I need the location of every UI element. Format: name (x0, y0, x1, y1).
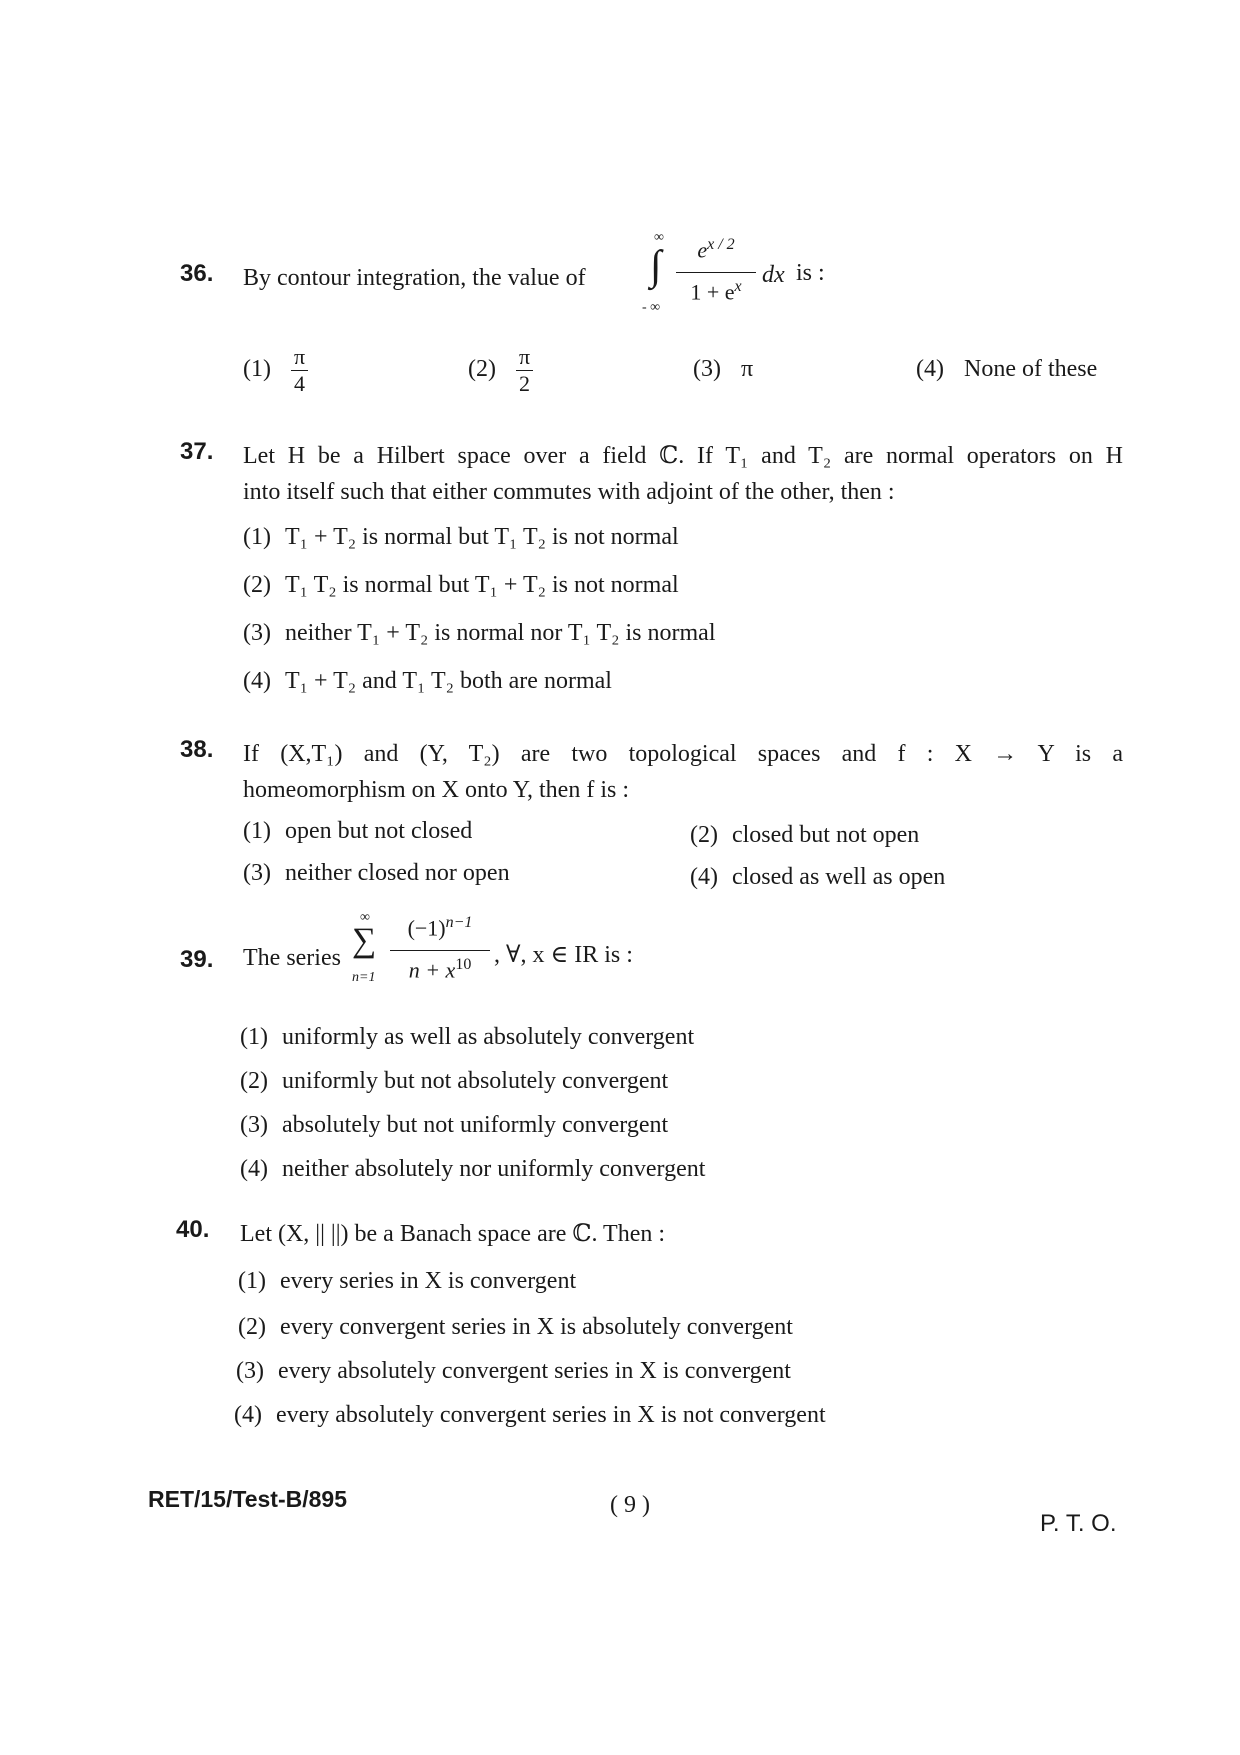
fraction (291, 344, 308, 397)
numerator-base: e (697, 237, 708, 263)
option-text: every series in X is convergent (279, 1268, 577, 1294)
option-number: (3) (236, 1358, 264, 1384)
option-1 (243, 524, 679, 551)
option-number: (1) (240, 1024, 268, 1050)
option-number: (1) (243, 524, 271, 550)
option-number: (2) (243, 572, 271, 598)
option-number: (4) (234, 1402, 262, 1428)
option-number: (3) (693, 356, 721, 382)
option-text: uniformly as well as absolutely convergent (281, 1024, 695, 1050)
series-expression (352, 910, 652, 1000)
option-text: neither absolutely nor uniformly convergent (281, 1156, 706, 1182)
option-text: T₁ T₂ is normal but T₁ + T₂ is not normal (284, 572, 679, 598)
option-text: every absolutely convergent series in X is not convergent (275, 1402, 826, 1428)
series-numerator: (−1) (407, 915, 446, 941)
option-text: open but not closed (284, 818, 473, 844)
option-text: None of these (963, 356, 1098, 382)
option-number: (2) (240, 1068, 268, 1094)
series-numerator-exponent: n−1 (445, 914, 473, 931)
option-text: absolutely but not uniformly convergent (281, 1112, 669, 1138)
series-suffix: , ∀, x ∈ IR is : (494, 942, 633, 968)
question-text: By contour integration, the value of (243, 265, 586, 291)
option-number: (4) (240, 1156, 268, 1182)
sum-upper-limit: ∞ (360, 910, 370, 925)
question-text: Let (X, || ||) be a Banach space are ℂ. Then : (240, 1221, 666, 1247)
integral-upper-limit: ∞ (654, 230, 664, 245)
integral-suffix: is : (796, 260, 825, 286)
denominator-exponent: x (734, 278, 742, 295)
question-text (243, 438, 1123, 510)
sum-sign: ∑ (352, 922, 377, 959)
question-text: The series (243, 945, 341, 971)
option-4 (690, 864, 945, 891)
question-line-1: Let H be a Hilbert space over a field ℂ. If T₁ and T₂ are normal operators on H (243, 443, 1123, 469)
fraction-bottom: 4 (294, 371, 306, 396)
option-number: (4) (690, 864, 718, 890)
option-3 (693, 356, 753, 383)
fraction-top: π (516, 344, 533, 371)
paper-code: RET/15/Test-B/895 (148, 1486, 347, 1512)
option-number: (2) (468, 356, 496, 383)
option-text: every absolutely convergent series in X is convergent (277, 1358, 791, 1384)
question-number: 39. (180, 946, 214, 973)
option-number: (1) (243, 818, 271, 844)
option-4 (243, 668, 612, 695)
question-line-1: If (X,T₁) and (Y, T₂) are two topological spaces and f : X → Y is a (243, 741, 1123, 767)
option-1 (240, 1024, 694, 1051)
option-text: neither closed nor open (284, 860, 510, 886)
option-4 (234, 1402, 826, 1429)
question-line-2: into itself such that either commutes with adjoint of the other, then : (243, 479, 895, 505)
option-number: (4) (243, 668, 271, 694)
question-number: 40. (176, 1216, 210, 1243)
series-denominator: n + x (408, 957, 456, 983)
option-2 (468, 344, 533, 397)
fraction-bottom: 2 (519, 371, 531, 396)
integral-expression (640, 230, 840, 320)
denominator-base: 1 + e (690, 279, 735, 305)
question-number: 38. (180, 736, 214, 763)
option-number: (3) (243, 620, 271, 646)
fraction (516, 344, 533, 397)
option-1 (243, 818, 472, 845)
option-4 (916, 356, 1097, 383)
option-2 (240, 1068, 668, 1095)
option-3 (236, 1358, 791, 1385)
option-text: closed but not open (731, 822, 920, 848)
option-number: (1) (238, 1268, 266, 1294)
option-number: (3) (243, 860, 271, 886)
question-number: 37. (180, 438, 214, 465)
option-text: T₁ + T₂ and T₁ T₂ both are normal (284, 668, 612, 694)
numerator-exponent: x / 2 (707, 236, 735, 253)
option-number: (1) (243, 356, 271, 383)
option-3 (243, 620, 716, 647)
differential: dx (762, 262, 785, 288)
option-number: (4) (916, 356, 944, 382)
fraction-top: π (291, 344, 308, 371)
option-1 (238, 1268, 576, 1295)
series-denominator-exponent: 10 (455, 956, 472, 973)
integral-sign: ∫ (650, 243, 662, 289)
integral-lower-limit: - ∞ (642, 300, 661, 315)
option-2 (238, 1314, 793, 1341)
option-number: (2) (690, 822, 718, 848)
question-number: 36. (180, 260, 214, 287)
option-3 (243, 860, 510, 887)
question-text (243, 736, 1123, 808)
option-text: T₁ + T₂ is normal but T₁ T₂ is not normal (284, 524, 679, 550)
option-1 (243, 344, 308, 397)
sum-lower-limit: n=1 (352, 970, 376, 985)
option-text: every convergent series in X is absolutely convergent (279, 1314, 793, 1340)
option-text: π (740, 356, 754, 382)
option-number: (3) (240, 1112, 268, 1138)
option-text: neither T₁ + T₂ is normal nor T₁ T₂ is normal (284, 620, 716, 646)
option-text: uniformly but not absolutely convergent (281, 1068, 669, 1094)
option-number: (2) (238, 1314, 266, 1340)
pto-label: P. T. O. (1040, 1510, 1117, 1537)
option-2 (243, 572, 679, 599)
page-number: ( 9 ) (610, 1492, 650, 1518)
question-line-2: homeomorphism on X onto Y, then f is : (243, 777, 629, 803)
option-text: closed as well as open (731, 864, 946, 890)
option-2 (690, 822, 919, 849)
option-3 (240, 1112, 668, 1139)
option-4 (240, 1156, 705, 1183)
